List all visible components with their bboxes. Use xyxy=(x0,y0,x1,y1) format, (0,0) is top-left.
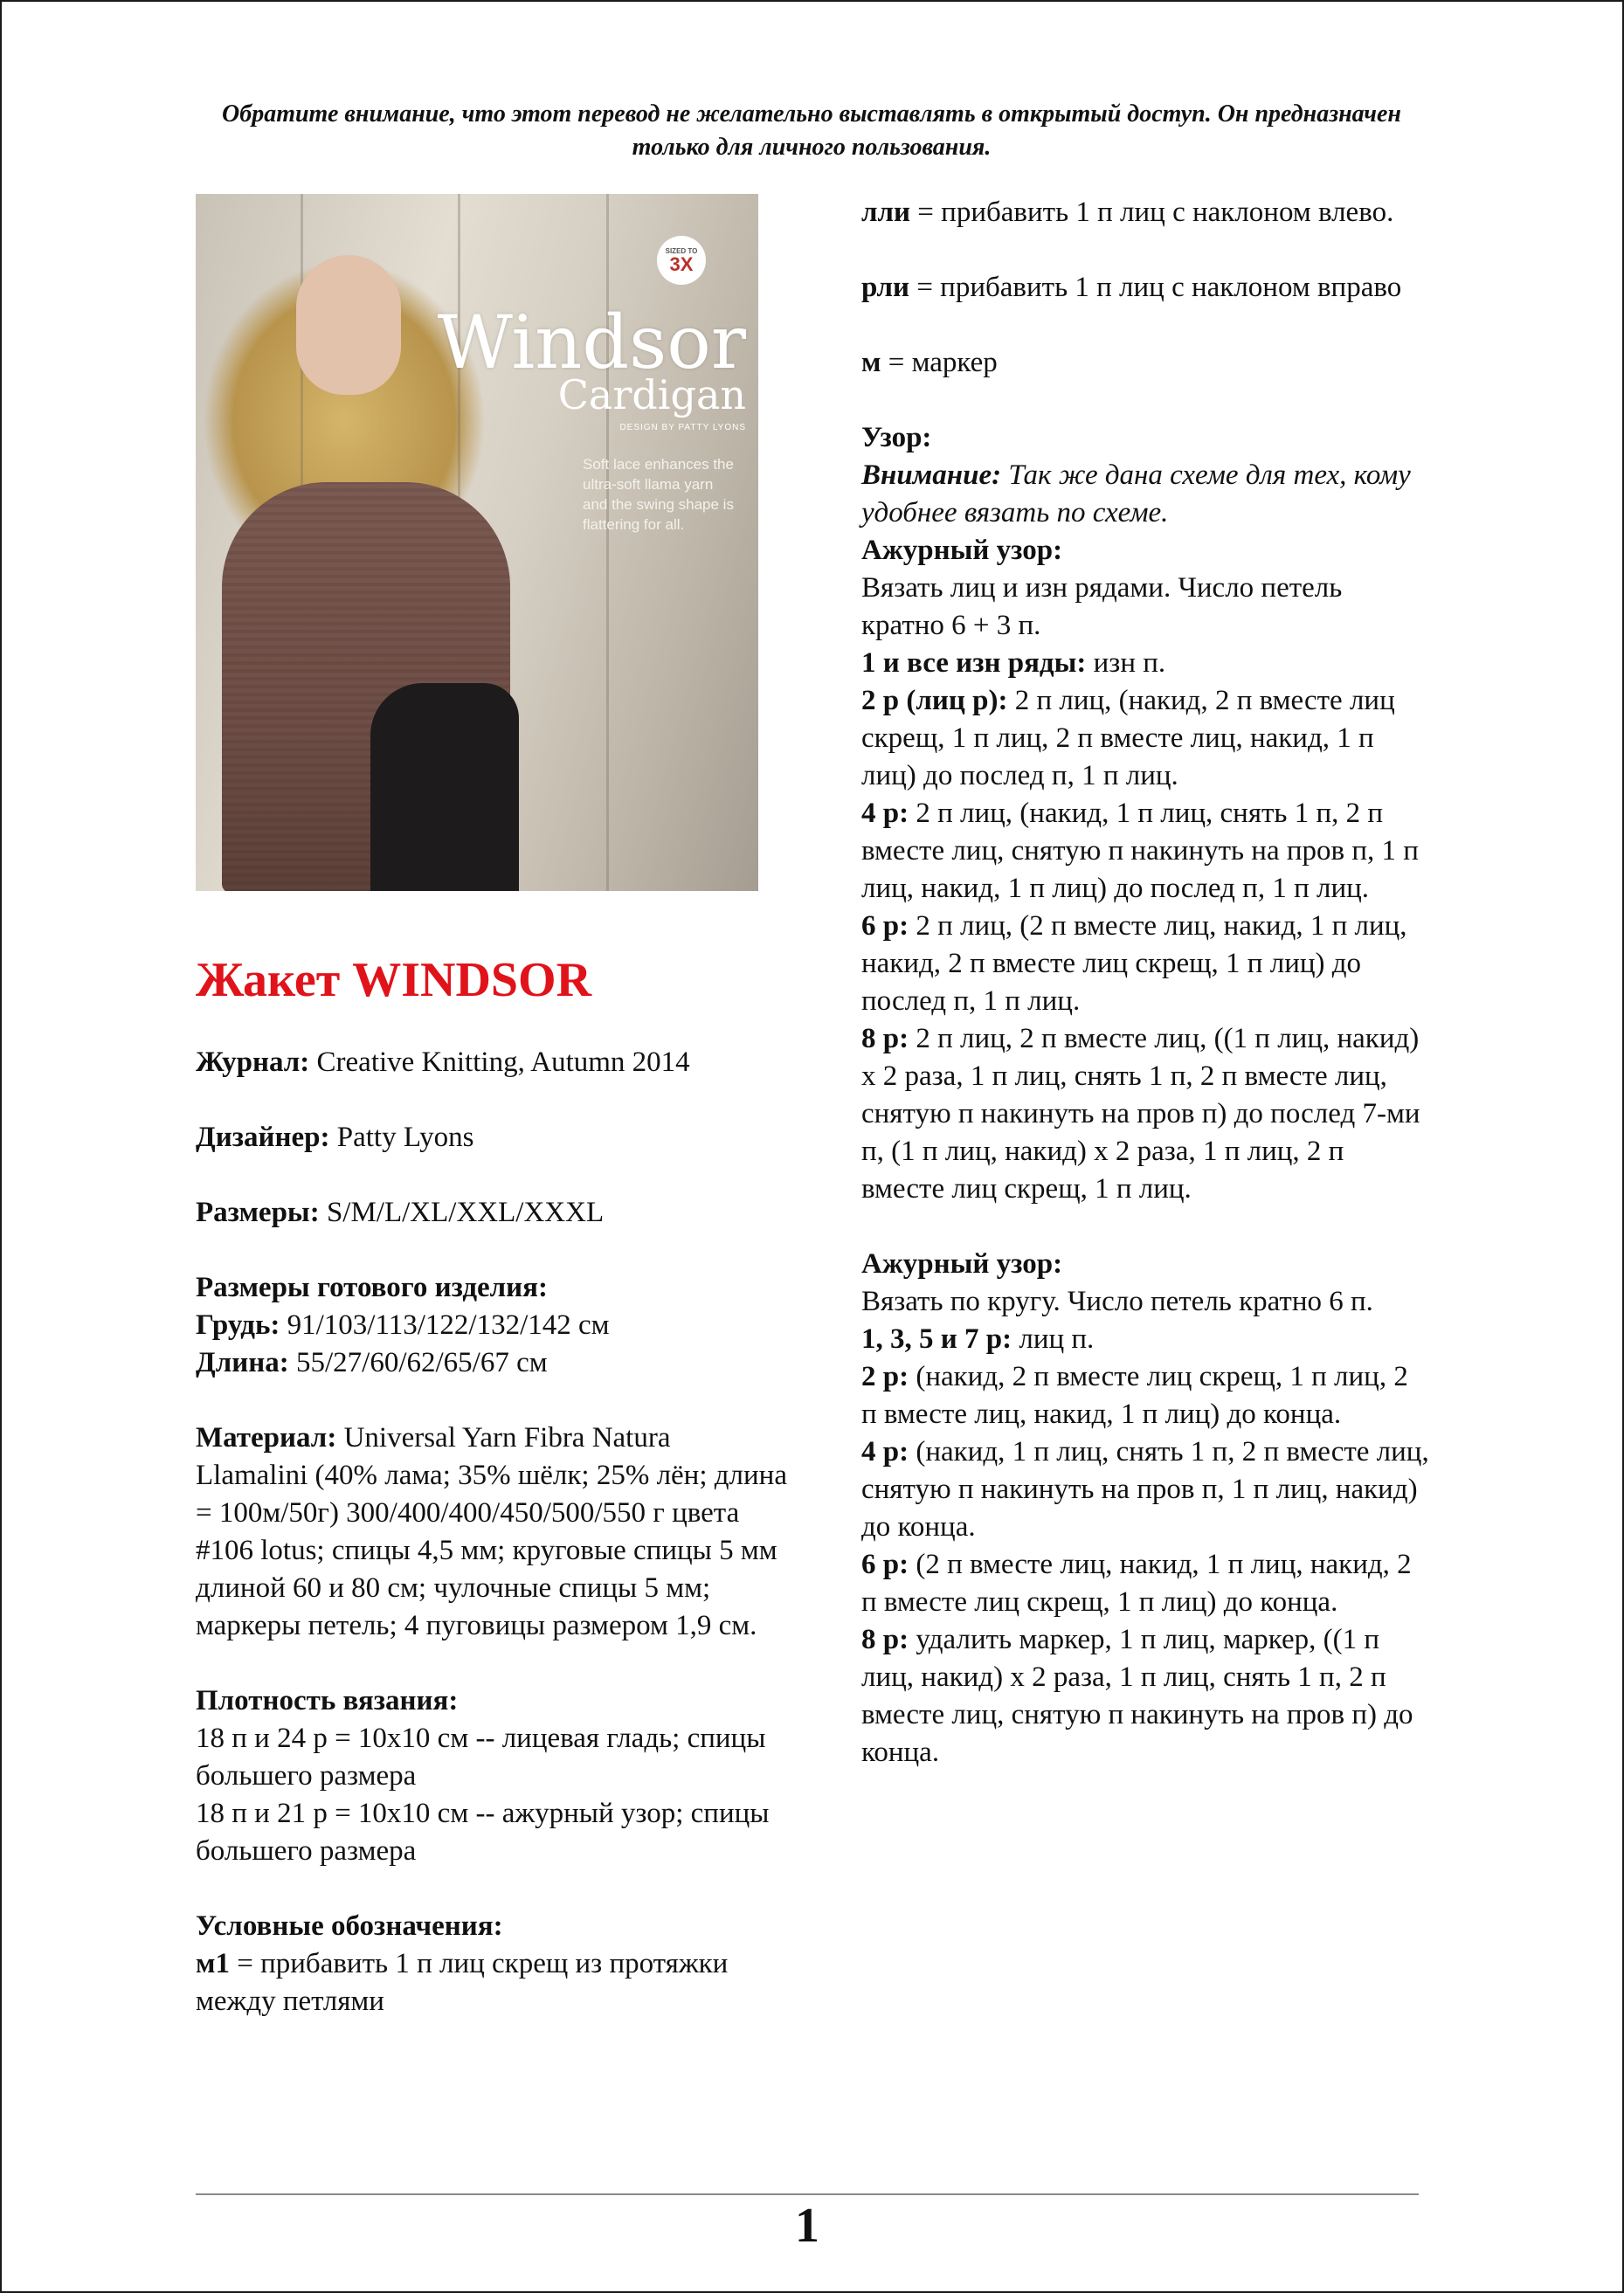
row-label: 6 р: xyxy=(861,910,909,942)
row-text: удалить маркер, 1 п лиц, маркер, ((1 п лиц, накид) х 2 раза, 1 п лиц, снять 1 п, 2 п вместе лиц, снятую п накинуть на пров п) до конца. xyxy=(861,1624,1413,1768)
model-face xyxy=(296,255,401,395)
privacy-notice: Обратите внимание, что этот перевод не желательно выставлять в открытый доступ. Он предназначен только для личного пользования. xyxy=(222,100,1401,161)
magazine-line xyxy=(196,1044,790,1081)
row-label: 2 р (лиц р): xyxy=(861,685,1008,716)
abbr-rli-value: = прибавить 1 п лиц с наклоном вправо xyxy=(909,272,1402,303)
abbreviations-heading: Условные обозначения: xyxy=(196,1910,503,1942)
attention-value: Так же дана схеме для тех, кому удобнее вязать по схеме. xyxy=(861,459,1411,528)
length-label: Длина: xyxy=(196,1347,289,1378)
lace-flat-heading: Ажурный узор: xyxy=(861,535,1063,566)
material-label: Материал: xyxy=(196,1422,337,1454)
attention-label: Внимание: xyxy=(861,459,1002,491)
lace-round-row-1 xyxy=(861,1321,1429,1358)
row-text: (накид, 1 п лиц, снять 1 п, 2 п вместе лиц, снятую п накинуть на пров п, 1 п лиц, накид) до конца. xyxy=(861,1436,1429,1543)
abbr-m1 xyxy=(196,1945,790,2020)
abbr-m xyxy=(861,344,1429,382)
cover-subtitle: Cardigan xyxy=(557,371,746,418)
lace-flat-row-1 xyxy=(861,645,1429,682)
gauge-heading: Плотность вязания: xyxy=(196,1685,459,1716)
row-label: 1, 3, 5 и 7 р: xyxy=(861,1323,1012,1355)
row-text: 2 п лиц, (накид, 1 п лиц, снять 1 п, 2 п вместе лиц, снятую п накинуть на пров п, 1 п лиц, накид, 1 п лиц) до послед п, 1 п лиц. xyxy=(861,798,1419,904)
row-label: 6 р: xyxy=(861,1549,909,1580)
abbr-lli-label: лли xyxy=(861,197,911,228)
finished-size-heading: Размеры готового изделия: xyxy=(196,1272,549,1303)
right-column xyxy=(861,194,1429,1772)
lace-round-intro: Вязать по кругу. Число петель кратно 6 п. xyxy=(861,1286,1373,1317)
row-text: (2 п вместе лиц, накид, 1 п лиц, накид, 2 п вместе лиц скрещ, 1 п лиц) до конца. xyxy=(861,1549,1412,1618)
row-text: лиц п. xyxy=(1012,1323,1095,1355)
lace-flat-intro: Вязать лиц и изн рядами. Число петель кратно 6 + 3 п. xyxy=(861,572,1343,641)
lace-flat-row-8 xyxy=(861,1020,1429,1208)
cover-title: Windsor xyxy=(437,300,746,385)
lace-round-row-8 xyxy=(861,1621,1429,1772)
sizes-label: Размеры: xyxy=(196,1197,320,1228)
sizes-value: S/M/L/XL/XXL/XXXL xyxy=(319,1197,605,1228)
magazine-label: Журнал: xyxy=(196,1046,310,1078)
lace-round-row-6 xyxy=(861,1546,1429,1621)
gauge-stockinette: 18 п и 24 р = 10х10 см -- лицевая гладь; спицы большего размера xyxy=(196,1723,766,1792)
page-number: 1 xyxy=(795,2199,819,2253)
lace-flat-row-2 xyxy=(861,682,1429,795)
row-text: изн п. xyxy=(1086,647,1166,679)
row-label: 4 р: xyxy=(861,798,909,829)
chest-label: Грудь: xyxy=(196,1309,280,1341)
material-value: Universal Yarn Fibra Natura Llamalini (40% лама; 35% шёлк; 25% лён; длина = 100м/50г) 300/400/400/450/500/550 г цвета #106 lotus; спицы 4,5 мм; круговые спицы 5 мм длиной 60 и 80 см; чулочные спицы 5 мм; маркеры петель; 4 пуговицы размером 1,9 см. xyxy=(196,1422,787,1641)
size-badge xyxy=(657,236,706,285)
designer-value: Patty Lyons xyxy=(329,1122,474,1153)
magazine-value: Creative Knitting, Autumn 2014 xyxy=(309,1046,690,1078)
lace-flat-row-4 xyxy=(861,795,1429,908)
row-text: 2 п лиц, 2 п вместе лиц, ((1 п лиц, накид) х 2 раза, 1 п лиц, снять 1 п, 2 п вместе лиц, снятую п накинуть на пров п) до послед 7-ми п, (1 п лиц, накид) х 2 раза, 1 п лиц, 2 п вместе лиц скрещ, 1 п лиц. xyxy=(861,1023,1420,1205)
abbr-rli xyxy=(861,269,1429,307)
badge-big-text: 3X xyxy=(669,252,694,275)
designer-line xyxy=(196,1119,790,1157)
lace-round-row-2 xyxy=(861,1358,1429,1433)
abbr-rli-label: рли xyxy=(861,272,910,303)
wood-plank-line xyxy=(606,194,609,891)
sizes-line xyxy=(196,1194,790,1232)
lace-round-heading: Ажурный узор: xyxy=(861,1248,1063,1280)
material-line xyxy=(196,1419,790,1645)
row-text: (накид, 2 п вместе лиц скрещ, 1 п лиц, 2 п вместе лиц, накид, 1 п лиц) до конца. xyxy=(861,1361,1408,1430)
row-label: 2 р: xyxy=(861,1361,909,1392)
abbr-m-label: м xyxy=(861,347,881,378)
lace-flat-row-6 xyxy=(861,908,1429,1020)
abbr-lli xyxy=(861,194,1429,231)
designer-label: Дизайнер: xyxy=(196,1122,330,1153)
row-label: 1 и все изн ряды: xyxy=(861,647,1087,679)
length-line xyxy=(196,1344,790,1382)
attention-note xyxy=(861,457,1429,532)
row-label: 4 р: xyxy=(861,1436,909,1468)
abbr-m1-label: м1 xyxy=(196,1948,230,1979)
abbr-m1-value: = прибавить 1 п лиц скрещ из протяжки между петлями xyxy=(196,1948,729,2017)
pattern-title: Жакет WINDSOR xyxy=(196,953,592,1007)
row-text: 2 п лиц, (накид, 2 п вместе лиц скрещ, 1 п лиц, 2 п вместе лиц, накид, 1 п лиц) до послед п, 1 п лиц. xyxy=(861,685,1395,791)
left-column xyxy=(196,950,790,2020)
pattern-heading: Узор: xyxy=(861,422,932,453)
lace-round-row-4 xyxy=(861,1433,1429,1546)
cover-photo xyxy=(196,194,758,891)
cover-byline: DESIGN BY PATTY LYONS xyxy=(619,423,746,432)
row-label: 8 р: xyxy=(861,1023,909,1054)
chest-value: 91/103/113/122/132/142 см xyxy=(280,1309,610,1341)
row-text: 2 п лиц, (2 п вместе лиц, накид, 1 п лиц, накид, 2 п вместе лиц скрещ, 1 п лиц) до послед п, 1 п лиц. xyxy=(861,910,1407,1017)
length-value: 55/27/60/62/65/67 см xyxy=(288,1347,548,1378)
abbr-lli-value: = прибавить 1 п лиц с наклоном влево. xyxy=(910,197,1394,228)
abbr-m-value: = маркер xyxy=(881,347,998,378)
cover-blurb: Soft lace enhances the ultra-soft llama yarn and the swing shape is flattering for all. xyxy=(583,456,734,533)
chest-line xyxy=(196,1307,790,1344)
model-sleeve xyxy=(370,683,519,891)
row-label: 8 р: xyxy=(861,1624,909,1655)
gauge-lace: 18 п и 21 р = 10х10 см -- ажурный узор; спицы большего размера xyxy=(196,1798,770,1867)
badge-small-text: SIZED TO xyxy=(665,246,698,255)
footer-divider xyxy=(196,2193,1419,2195)
